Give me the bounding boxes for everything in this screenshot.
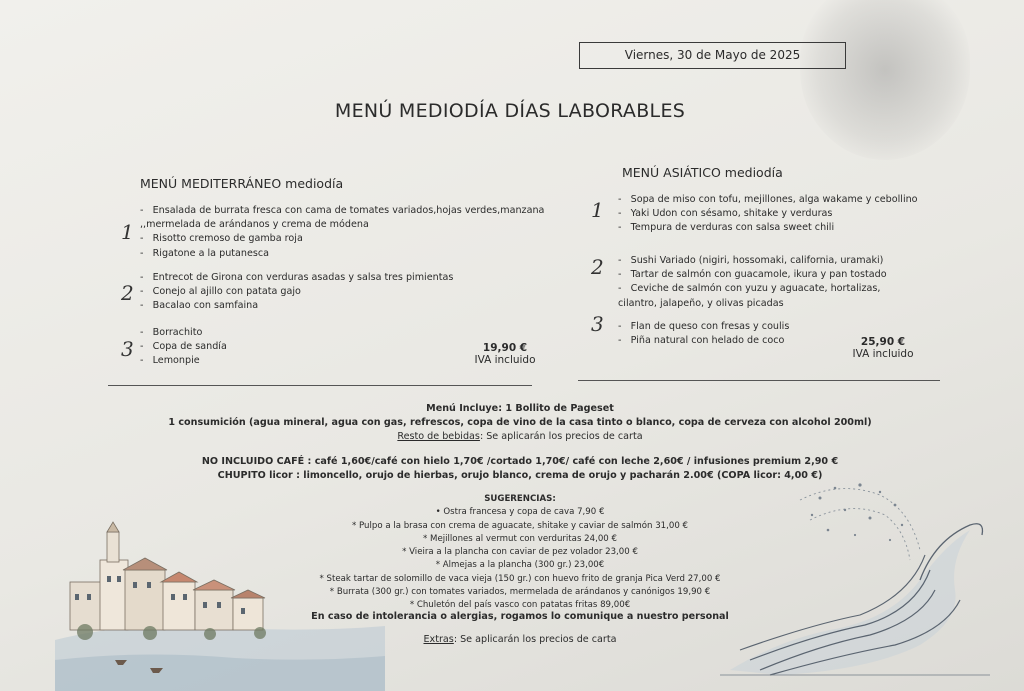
- list-item: * Mejillones al vermut con verduritas 24,00 €: [423, 533, 617, 544]
- resto-label: Resto de bebidas: [397, 431, 480, 442]
- med-price: [450, 342, 560, 366]
- divider-right: [578, 380, 940, 381]
- list-item: * Steak tartar de solomillo de vaca vieja (150 gr.) con huevo frito de granja Pica Verd 27,00 €: [319, 573, 721, 584]
- med-price-amount: 19,90 €: [482, 342, 528, 354]
- list-item: - Risotto cremoso de gamba roja: [140, 233, 303, 245]
- list-item: - Flan de queso con fresas y coulis: [618, 321, 790, 332]
- hand-shadow: [800, 0, 970, 160]
- med-course-number-1: 1: [121, 220, 134, 244]
- list-item: - Sushi Variado (nigiri, hossomaki, california, uramaki): [618, 255, 884, 266]
- med-course-number-3: 3: [121, 337, 134, 361]
- list-item: * Pulpo a la brasa con crema de aguacate, shitake y caviar de salmón 31,00 €: [351, 520, 689, 531]
- med-course-number-2: 2: [121, 281, 134, 305]
- date-box: [579, 42, 846, 69]
- list-item: - Sopa de miso con tofu, mejillones, alga wakame y cebollino: [618, 194, 918, 205]
- list-item: - Ensalada de burrata fresca con cama de tomates variados,hojas verdes,manzana ,,mermelada de arándanos y crema de módena: [140, 205, 545, 231]
- date-text: Viernes, 30 de Mayo de 2025: [624, 48, 801, 62]
- list-item: * Almejas a la plancha (300 gr.) 23,00€: [435, 560, 605, 571]
- med-iva: IVA incluido: [474, 354, 536, 366]
- asia-price-amount: 25,90 €: [860, 336, 906, 348]
- list-item: - Tartar de salmón con guacamole, ikura y pan tostado: [618, 269, 887, 281]
- list-item: • Ostra francesa y copa de cava 7,90 €: [435, 507, 605, 518]
- page-title: MENÚ MEDIODÍA DÍAS LABORABLES: [334, 100, 686, 122]
- village-illustration: [55, 520, 385, 691]
- list-item: - Copa de sandía: [140, 341, 227, 353]
- allergy-note: En caso de intolerancia o alergias, rogamos lo comunique a nuestro personal: [311, 611, 729, 622]
- not-included-line-2: CHUPITO licor : limoncello, orujo de hierbas, orujo blanco, crema de orujo y pacharán 2.00€ (COPA licor: 4,00 €): [217, 470, 823, 481]
- asia-iva: IVA incluido: [852, 348, 914, 360]
- list-item: - Borrachito: [140, 327, 203, 338]
- asia-course-number-3: 3: [591, 312, 604, 336]
- asia-course-2: [618, 254, 908, 311]
- list-item: - Rigatone a la putanesca: [140, 247, 270, 259]
- resto-text: : Se aplicarán los precios de carta: [479, 431, 643, 442]
- list-item: - Tempura de verduras con salsa sweet chili: [618, 222, 835, 234]
- asia-course-1: [618, 193, 918, 236]
- asia-price: [828, 336, 938, 360]
- wave-illustration: [720, 470, 990, 680]
- list-item: * Vieira a la plancha con caviar de pez volador 23,00 €: [402, 547, 638, 558]
- mediterraneo-heading: MENÚ MEDITERRÁNEO mediodía: [140, 176, 344, 191]
- list-item: - Yaki Udon con sésamo, shitake y verduras: [618, 208, 833, 220]
- asia-course-number-1: 1: [591, 198, 604, 222]
- includes-line-1: Menú Incluye: 1 Bollito de Pageset: [426, 403, 614, 414]
- list-item: - Bacalao con samfaina: [140, 300, 259, 312]
- includes-line-2: 1 consumición (agua mineral, agua con gas, refrescos, copa de vino de la casa tinto o blanco, copa de cerveza con alcohol 200ml): [168, 417, 872, 428]
- list-item: - Ceviche de salmón con yuzu y aguacate, hortalizas, cilantro, jalapeño, y olivas picadas: [618, 283, 881, 309]
- list-item: - Conejo al ajillo con patata gajo: [140, 286, 301, 298]
- divider-left: [108, 385, 532, 386]
- asia-course-number-2: 2: [591, 255, 604, 279]
- list-item: * Burrata (300 gr.) con tomates variados, mermelada de arándanos y canónigos 19,90 €: [329, 587, 711, 598]
- med-course-3: [140, 326, 440, 369]
- extras-label: Extras: [423, 634, 454, 645]
- suggestions-heading: SUGERENCIAS:: [484, 494, 556, 504]
- med-course-2: [140, 271, 595, 314]
- list-item: - Piña natural con helado de coco: [618, 335, 785, 347]
- includes-resto: [140, 430, 900, 444]
- list-item: - Lemonpie: [140, 355, 200, 367]
- list-item: - Entrecot de Girona con verduras asadas y salsa tres pimientas: [140, 272, 454, 283]
- includes-block: [140, 402, 900, 444]
- list-item: * Chuletón del país vasco con patatas fritas 89,00€: [409, 600, 631, 611]
- med-course-1: [140, 204, 595, 261]
- extras-text: : Se aplicarán los precios de carta: [453, 634, 617, 645]
- not-included-line-1: NO INCLUIDO CAFÉ : café 1,60€/café con hielo 1,70€ /cortado 1,70€/ café con leche 2,60€ / infusiones premium 2,90 €: [201, 456, 839, 467]
- asiatico-heading: MENÚ ASIÁTICO mediodía: [622, 165, 783, 180]
